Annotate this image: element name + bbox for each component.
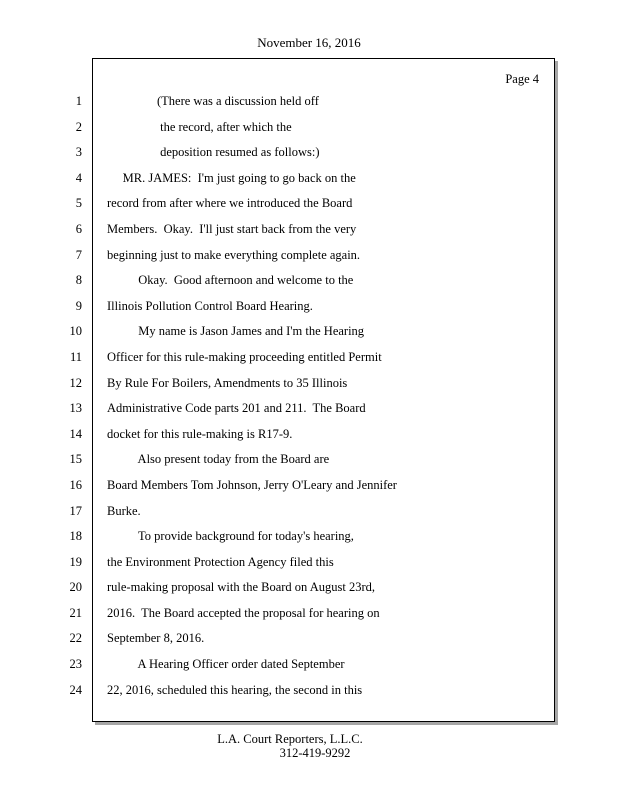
line-number: 17 xyxy=(69,503,82,518)
line-number: 22 xyxy=(69,631,82,646)
line-number: 12 xyxy=(69,375,82,390)
transcript-line: My name is Jason James and I'm the Hearing xyxy=(107,324,365,339)
transcript-line: Burke. xyxy=(107,503,141,518)
transcript-line: By Rule For Boilers, Amendments to 35 Illinois xyxy=(107,375,348,390)
line-number: 8 xyxy=(75,273,82,288)
line-number: 24 xyxy=(69,682,82,697)
transcript-line: Officer for this rule-making proceeding entitled Permit xyxy=(107,349,382,364)
transcript-line: the Environment Protection Agency filed this xyxy=(107,554,334,569)
transcript-line: rule-making proposal with the Board on August 23rd, xyxy=(107,580,376,595)
footer-company: L.A. Court Reporters, L.L.C. xyxy=(217,732,363,746)
transcript-line: beginning just to make everything complete again. xyxy=(107,247,361,262)
line-number: 4 xyxy=(75,170,82,185)
line-number: 23 xyxy=(69,657,82,672)
line-number: 14 xyxy=(69,426,82,441)
transcript-line: 2016. The Board accepted the proposal for hearing on xyxy=(107,605,380,620)
line-number: 9 xyxy=(75,298,82,313)
transcript-line: Board Members Tom Johnson, Jerry O'Leary and Jennifer xyxy=(107,477,397,492)
line-number: 19 xyxy=(69,554,82,569)
transcript-line: A Hearing Officer order dated September xyxy=(107,657,345,672)
transcript-line: Illinois Pollution Control Board Hearing. xyxy=(107,298,313,313)
transcript-line: Administrative Code parts 201 and 211. The Board xyxy=(107,401,366,416)
transcript-line: MR. JAMES: I'm just going to go back on the xyxy=(107,170,356,185)
line-number: 3 xyxy=(75,145,82,160)
transcript-body xyxy=(107,91,547,705)
line-number: 11 xyxy=(69,349,82,364)
footer-phone: 312-419-9292 xyxy=(279,746,351,760)
line-number: 5 xyxy=(75,196,82,211)
line-number: 15 xyxy=(69,452,82,467)
transcript-line: September 8, 2016. xyxy=(107,631,205,646)
line-number: 1 xyxy=(75,94,82,108)
line-number: 2 xyxy=(75,119,82,134)
line-number-column xyxy=(52,91,82,705)
line-number: 10 xyxy=(69,324,82,339)
line-number: 20 xyxy=(69,580,82,595)
line-number: 21 xyxy=(69,605,82,620)
transcript-line: deposition resumed as follows:) xyxy=(107,145,320,160)
page-number-label: Page 4 xyxy=(505,72,539,86)
transcript-line: (There was a discussion held off xyxy=(107,94,319,108)
header-date: November 16, 2016 xyxy=(257,35,361,50)
transcript-line: Also present today from the Board are xyxy=(107,452,330,467)
transcript-line: docket for this rule-making is R17-9. xyxy=(107,426,293,441)
line-number: 13 xyxy=(69,401,82,416)
transcript-line: the record, after which the xyxy=(107,119,292,134)
transcript-line: To provide background for today's hearing, xyxy=(107,529,354,544)
line-number: 7 xyxy=(75,247,82,262)
transcript-line: 22, 2016, scheduled this hearing, the second in this xyxy=(107,682,363,697)
line-number: 16 xyxy=(69,477,82,492)
line-number: 18 xyxy=(69,529,82,544)
transcript-line: record from after where we introduced the Board xyxy=(107,196,353,211)
transcript-line: Okay. Good afternoon and welcome to the xyxy=(107,273,354,288)
line-number: 6 xyxy=(75,221,82,236)
transcript-line: Members. Okay. I'll just start back from the very xyxy=(107,221,357,236)
